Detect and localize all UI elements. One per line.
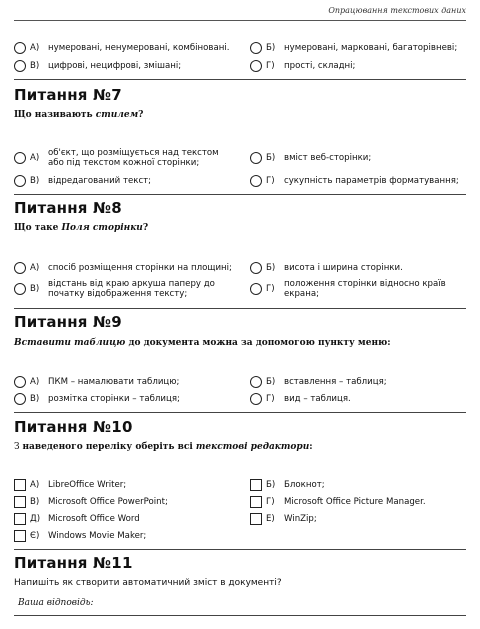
header-divider: [14, 20, 466, 21]
option-text: Windows Movie Maker;: [48, 531, 147, 541]
radio-button[interactable]: [14, 175, 26, 187]
q7-option-b[interactable]: [250, 146, 476, 170]
q8-question-pre: Що таке: [14, 223, 62, 233]
option-text: вміст веб-сторінки;: [284, 153, 372, 163]
q8-row-2: [14, 277, 474, 301]
option-letter: Б): [266, 43, 276, 53]
radio-button[interactable]: [250, 60, 262, 72]
q8-option-a[interactable]: [14, 260, 246, 276]
checkbox[interactable]: [250, 496, 262, 508]
option-letter: А): [30, 263, 40, 273]
q6-option-d[interactable]: [250, 58, 476, 74]
q9-option-a[interactable]: [14, 374, 246, 390]
radio-button[interactable]: [14, 60, 26, 72]
q7-option-a[interactable]: [14, 146, 246, 170]
option-letter: Г): [266, 61, 275, 71]
option-text: вид – таблиця.: [284, 394, 351, 404]
option-letter: Б): [266, 377, 276, 387]
q6-option-a[interactable]: [14, 40, 246, 56]
q7-question-pre: Що називають: [14, 110, 96, 120]
option-letter: Б): [266, 480, 276, 490]
q7-row-2: [14, 173, 474, 189]
radio-button[interactable]: [250, 376, 262, 388]
option-letter: Д): [30, 514, 41, 524]
option-letter: Е): [266, 514, 275, 524]
q8-question: [14, 223, 148, 233]
q10-question-pre: З: [14, 442, 23, 452]
q7-question-em: стилем: [95, 110, 139, 120]
q10-question-post: :: [309, 442, 313, 452]
q11-question: Напишіть як створити автоматичний зміст в документі?: [14, 578, 282, 588]
divider: [14, 308, 466, 309]
option-letter: Г): [266, 497, 275, 507]
radio-button[interactable]: [250, 262, 262, 274]
page-header: [0, 0, 480, 24]
q7-row-1: [14, 146, 474, 170]
option-text: Microsoft Office Word: [48, 514, 140, 524]
radio-button[interactable]: [250, 175, 262, 187]
q9-row-1: [14, 374, 474, 390]
checkbox[interactable]: [14, 479, 26, 491]
option-letter: А): [30, 153, 40, 163]
q8-option-b[interactable]: [250, 260, 476, 276]
q10-row-4: [14, 528, 474, 544]
q10-question-bold: наведеного переліку оберіть всі: [22, 442, 196, 452]
option-text: нумеровані, ненумеровані, комбіновані.: [48, 43, 230, 53]
option-text: цифрові, нецифрові, змішані;: [48, 61, 182, 71]
option-text: розмітка сторінки – таблиця;: [48, 394, 180, 404]
checkbox[interactable]: [250, 479, 262, 491]
radio-button[interactable]: [14, 262, 26, 274]
q9-option-c[interactable]: [14, 391, 246, 407]
option-letter: Б): [266, 263, 276, 273]
option-letter: В): [30, 497, 40, 507]
option-letter: А): [30, 43, 40, 53]
q10-option-f[interactable]: [250, 511, 476, 527]
divider: [14, 194, 466, 195]
q8-option-c[interactable]: [14, 277, 246, 301]
q9-option-d[interactable]: [250, 391, 476, 407]
option-text: спосіб розміщення сторінки на площині;: [48, 263, 232, 273]
option-letter: В): [30, 394, 40, 404]
option-text: сукупність параметрів форматування;: [284, 176, 459, 186]
q10-option-g[interactable]: [14, 528, 246, 544]
q9-question-em: Вставити таблицю: [14, 338, 126, 348]
answer-field[interactable]: [14, 615, 466, 616]
radio-button[interactable]: [14, 152, 26, 164]
checkbox[interactable]: [250, 513, 262, 525]
q9-title: Питання №9: [14, 313, 122, 331]
radio-button[interactable]: [14, 393, 26, 405]
option-text: відредагований текст;: [48, 176, 152, 186]
q10-row-3: [14, 511, 474, 527]
q8-row-1: [14, 260, 474, 276]
option-letter: А): [30, 480, 40, 490]
option-letter: Є): [30, 531, 40, 541]
q7-title: Питання №7: [14, 86, 122, 104]
radio-button[interactable]: [250, 393, 262, 405]
option-text: прості, складні;: [284, 61, 356, 71]
option-letter: В): [30, 61, 40, 71]
q6-option-b[interactable]: [250, 40, 476, 56]
q11-title: Питання №11: [14, 554, 133, 572]
option-text: Microsoft Office Picture Manager.: [284, 497, 426, 507]
q8-question-post: ?: [142, 223, 149, 233]
checkbox[interactable]: [14, 530, 26, 542]
q8-title: Питання №8: [14, 199, 122, 217]
q6-option-c[interactable]: [14, 58, 246, 74]
option-letter: В): [30, 176, 40, 186]
option-text: нумеровані, марковані, багаторівневі;: [284, 43, 458, 53]
answer-label: Ваша відповідь:: [18, 598, 94, 608]
checkbox[interactable]: [14, 496, 26, 508]
q10-option-d[interactable]: [250, 494, 476, 510]
q10-title: Питання №10: [14, 418, 133, 436]
option-text: об'єкт, що розміщується над текстом або під текстом кожної сторінки;: [48, 148, 219, 168]
radio-button[interactable]: [14, 376, 26, 388]
q10-option-e[interactable]: [14, 511, 246, 527]
option-letter: Г): [266, 284, 275, 294]
option-text: ПКМ – намалювати таблицю;: [48, 377, 180, 387]
q10-question: [14, 442, 313, 452]
option-text: висота і ширина сторінки.: [284, 263, 403, 273]
q8-option-d[interactable]: [250, 277, 476, 301]
option-text: положення сторінки відносно країв екрана;: [284, 279, 446, 299]
radio-button[interactable]: [250, 283, 262, 295]
option-text: вставлення – таблиця;: [284, 377, 387, 387]
checkbox[interactable]: [14, 513, 26, 525]
q6-row-2: [14, 58, 474, 74]
q10-option-a[interactable]: [14, 477, 246, 493]
q10-row-2: [14, 494, 474, 510]
radio-button[interactable]: [14, 283, 26, 295]
q9-option-b[interactable]: [250, 374, 476, 390]
radio-button[interactable]: [14, 42, 26, 54]
q8-question-em: Поля сторінки: [61, 223, 143, 233]
q9-question: [14, 338, 391, 348]
q10-question-em: текстові редактори: [195, 442, 310, 452]
q6-row-1: [14, 40, 474, 56]
q10-option-c[interactable]: [14, 494, 246, 510]
option-letter: В): [30, 284, 40, 294]
option-letter: Г): [266, 394, 275, 404]
q9-row-2: [14, 391, 474, 407]
option-text: LibreOffice Writer;: [48, 480, 127, 490]
q10-option-b[interactable]: [250, 477, 476, 493]
divider: [14, 79, 466, 80]
q7-question-post: ?: [138, 110, 144, 120]
q7-option-c[interactable]: [14, 173, 246, 189]
radio-button[interactable]: [250, 152, 262, 164]
q7-option-d[interactable]: [250, 173, 476, 189]
option-letter: Б): [266, 153, 276, 163]
q7-question: [14, 110, 143, 120]
header-title: Опрацювання текстових даних: [328, 6, 466, 15]
divider: [14, 412, 466, 413]
q10-row-1: [14, 477, 474, 493]
radio-button[interactable]: [250, 42, 262, 54]
option-letter: Г): [266, 176, 275, 186]
option-text: WinZip;: [284, 514, 317, 524]
divider: [14, 549, 466, 550]
option-text: Блокнот;: [284, 480, 325, 490]
q9-question-post: до документа можна за допомогою пункту меню:: [125, 338, 391, 348]
option-letter: А): [30, 377, 40, 387]
option-text: Microsoft Office PowerPoint;: [48, 497, 168, 507]
option-text: відстань від краю аркуша паперу до початку відображення тексту;: [48, 279, 215, 299]
